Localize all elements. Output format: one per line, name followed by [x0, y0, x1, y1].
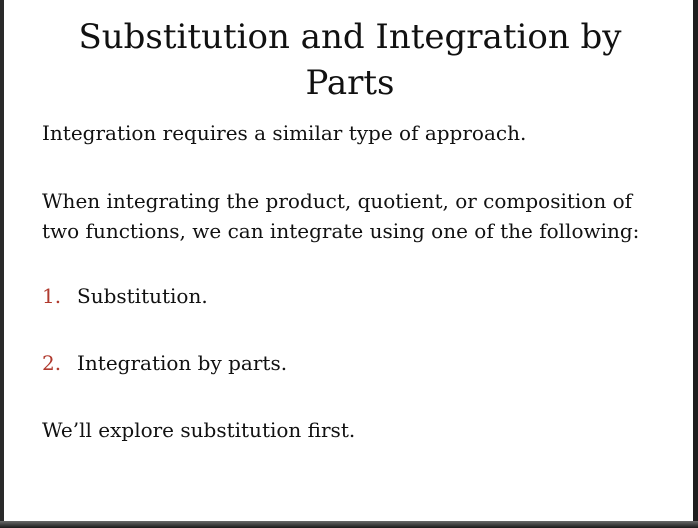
- slide-frame-left: [0, 0, 4, 528]
- list-item-label: Substitution.: [77, 284, 208, 308]
- intro-paragraph: Integration requires a similar type of approach.: [42, 121, 527, 145]
- closing-paragraph: We’ll explore substitution first.: [42, 418, 356, 442]
- list-number: 1.: [42, 284, 62, 308]
- list-number: 2.: [42, 351, 62, 375]
- slide-frame-right: [693, 0, 698, 528]
- list-item-substitution: [42, 281, 672, 311]
- list-item-label: Integration by parts.: [77, 351, 288, 375]
- slide-frame-bottom: [0, 521, 698, 528]
- slide-title: Substitution and Integration by Parts: [78, 17, 622, 103]
- list-item-integration-by-parts: [42, 348, 672, 378]
- methods-paragraph: When integrating the product, quotient, or composition of two functions, we can integrate using one of the following:: [42, 189, 640, 243]
